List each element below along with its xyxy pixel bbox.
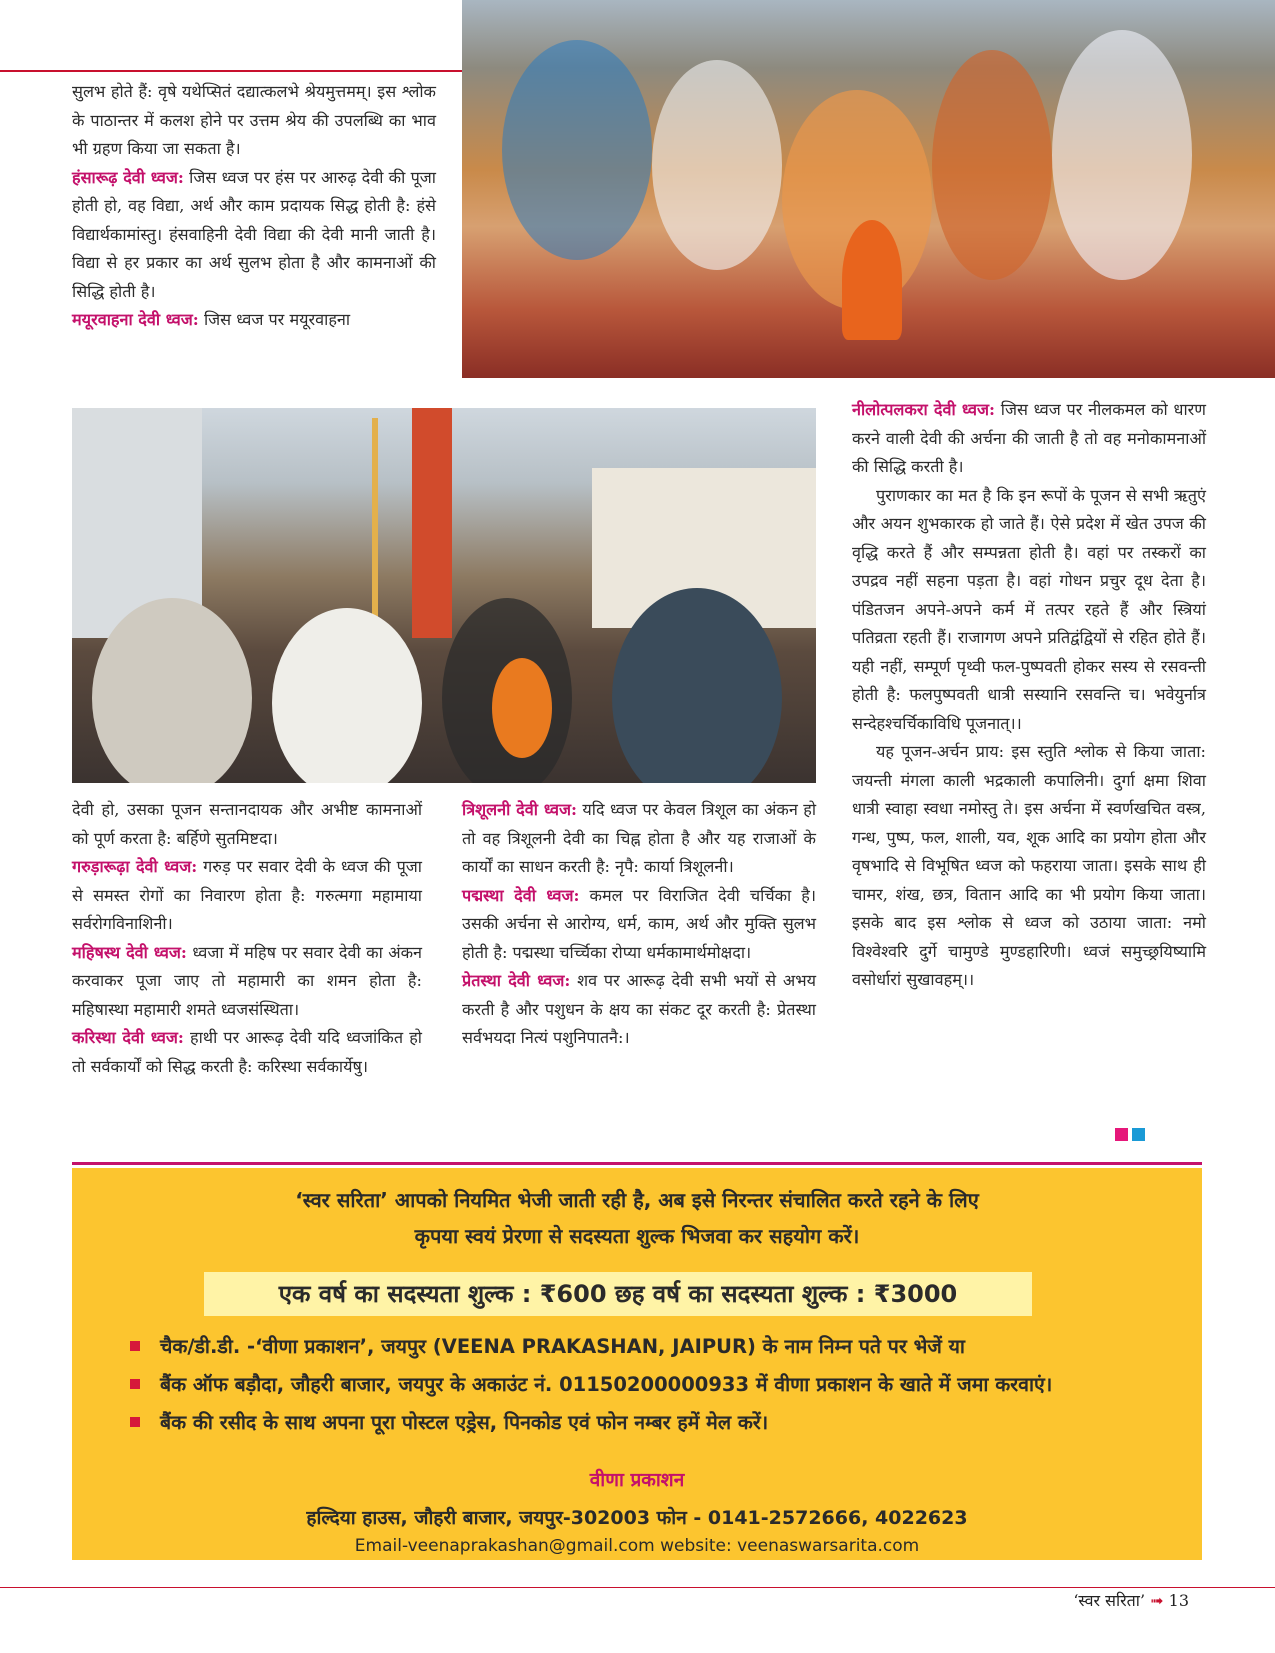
subscription-top-rule [72, 1162, 1202, 1165]
paragraph-text: यदि ध्वज पर केवल त्रिशूल का अंकन हो तो वह त्रिशूलनी देवी का चिह्न होता है और यह राजाओं के कार्यों का साधन करती है: नृपै: कार्या त्रिशूलनी। [462, 800, 817, 876]
paragraph [72, 853, 422, 939]
page-number: 13 [1168, 1591, 1189, 1610]
paragraph [462, 967, 816, 1053]
paragraph-text: शव पर आरूढ़ देवी सभी भयों से अभय करती है और पशुधन के क्षय का संकट दूर करती है: प्रेतस्था सर्वभयदा नित्यं पशुनिपातनै:। [462, 971, 816, 1047]
paragraph: सुलभ होते हैं: वृषे यथेप्सितं दद्यात्कलभे श्रेयमुत्तमम्। इस श्लोक के पाठान्तर में कलश होने पर उत्तम श्रेय की उपलब्धि का भाव भी ग्रहण किया जा सकता है। [72, 82, 436, 158]
section-heading: हंसारूढ़ देवी ध्वज: [72, 167, 184, 187]
paragraph-text: गरुड़ पर सवार देवी के ध्वज की पूजा से समस्त रोगों का निवारण होता है: गरुत्मगा महामाया सर्वरोगविनाशिनी। [72, 857, 423, 933]
section-heading: करिस्था देवी ध्वज: [72, 1028, 184, 1047]
column-2-bottom-text [462, 796, 816, 1053]
photo-procession-crowd [72, 408, 816, 783]
publisher-name: वीणा प्रकाशन [589, 1469, 685, 1491]
subscription-box [72, 1168, 1202, 1560]
paragraph [852, 396, 1206, 482]
section-heading: त्रिशूलनी देवी ध्वज: [462, 800, 577, 819]
arrow-icon: ➟ [1150, 1591, 1164, 1610]
section-heading: गरुड़ारूढ़ा देवी ध्वज: [72, 857, 198, 876]
section-heading: प्रेतस्था देवी ध्वज: [462, 971, 571, 990]
bullet-square-icon [130, 1379, 140, 1389]
paragraph [462, 796, 816, 882]
section-heading: मयूरवाहना देवी ध्वज: [72, 310, 199, 329]
paragraph-text: ध्वजा में महिष पर सवार देवी का अंकन करवाकर पूजा जाए तो महामारी का शमन होता है: महिषास्था महामारी शमते ध्वजसंस्थिता। [72, 942, 422, 1019]
end-mark-blue [1132, 1128, 1145, 1141]
section-heading: नीलोत्पलकरा देवी ध्वज: [852, 400, 996, 419]
column-1-top-text [72, 78, 436, 335]
bullet-text: चैक/डी.डी. -‘वीणा प्रकाशन’, जयपुर (VEENA PRAKASHAN, JAIPUR) के नाम निम्न पते पर भेजें या [160, 1335, 965, 1358]
end-mark-pink [1115, 1128, 1128, 1141]
bullet-text: बैंक की रसीद के साथ अपना पूरा पोस्टल एड्रेस, पिनकोड एवं फोन नम्बर हमें मेल करें। [160, 1411, 769, 1434]
paragraph [72, 1024, 422, 1081]
bullet-square-icon [130, 1417, 140, 1427]
bullet-square-icon [130, 1341, 140, 1351]
paragraph: यह पूजन-अर्चन प्राय: इस स्तुति श्लोक से किया जाता: जयन्ती मंगला काली भद्रकाली कपालिनी। दुर्गा क्षमा शिवा धात्री स्वाहा स्वधा नमोस्तु ते। इस अर्चना में स्वर्णखचित वस्त्र, गन्ध, पुष्प, फल, शाली, यव, शूक आदि का प्रयोग होता और वृषभादि से विभूषित ध्वज को फहराया जाता। इसके साथ ही चामर, शंख, छत्र, वितान आदि का भी प्रयोग किया जाता। इसके बाद इस श्लोक से ध्वज को उठाया जाता: नमो विश्वेश्वरि दुर्गे चामुण्डे मुण्डहारिणी। ध्वजं समुच्छ्रयिष्यामि वसोर्धारां सुखावहम्।। [852, 742, 1206, 989]
subscription-bullet [130, 1332, 965, 1359]
paragraph-text: जिस ध्वज पर हंस पर आरुढ़ देवी की पूजा होती हो, वह विद्या, अर्थ और काम प्रदायक सिद्ध होती है: हंसे विद्यार्थकामांस्तु। हंसवाहिनी देवी विद्या की देवी मानी जाती है। विद्या से हर प्रकार का अर्थ सुलभ होता है और कामनाओं की सिद्धि होती है। [72, 167, 436, 301]
paragraph [72, 306, 436, 335]
section-heading: महिषस्थ देवी ध्वज: [72, 942, 187, 962]
paragraph [462, 882, 816, 968]
paragraph-text: जिस ध्वज पर नीलकमल को धारण करने वाली देवी की अर्चना की जाती है तो वह मनोकामनाओं की सिद्धि करती है। [852, 400, 1206, 476]
publisher-address: हल्दिया हाउस, जौहरी बाजार, जयपुर-302003 फोन - 0141-2572666, 4022623 [306, 1507, 968, 1529]
magazine-name: ‘स्वर सरिता’ [1073, 1591, 1146, 1610]
section-heading: पद्मस्था देवी ध्वज: [462, 885, 580, 905]
paragraph [72, 164, 436, 307]
page-footer [1073, 1587, 1189, 1615]
bullet-text: बैंक ऑफ बड़ौदा, जौहरी बाजार, जयपुर के अकाउंट नं. 01150200000933 में वीणा प्रकाशन के खाते में जमा करवाएं। [160, 1373, 1053, 1396]
paragraph-text: जिस ध्वज पर मयूरवाहना [198, 310, 351, 329]
subscription-bullet [130, 1408, 768, 1435]
subscription-fee: एक वर्ष का सदस्यता शुल्क : ₹600 छह वर्ष का सदस्यता शुल्क : ₹3000 [204, 1272, 1032, 1316]
paragraph [72, 939, 422, 1025]
column-1-bottom-text [72, 796, 422, 1081]
paragraph: देवी हो, उसका पूजन सन्तानदायक और अभीष्ट कामनाओं को पूर्ण करता है: बर्हिणे सुतमिष्टदा। [72, 800, 422, 848]
subscription-bullet [130, 1370, 1052, 1397]
photo-puja-ceremony [462, 0, 1275, 378]
subscription-line-2: कृपया स्वयं प्रेरणा से सदस्यता शुल्क भिजवा कर सहयोग करें। [414, 1224, 860, 1248]
subscription-line-1: ‘स्वर सरिता’ आपको नियमित भेजी जाती रही है, अब इसे निरन्तर संचालित करते रहने के लिए [295, 1188, 979, 1212]
column-3-text [852, 396, 1206, 995]
publisher-contact[interactable]: Email-veenaprakashan@gmail.com website: veenaswarsarita.com [354, 1536, 920, 1556]
paragraph-text: हाथी पर आरूढ़ देवी यदि ध्वजांकित हो तो सर्वकार्यों को सिद्ध करती है: करिस्था सर्वकार्येषु। [72, 1028, 423, 1076]
paragraph-text: कमल पर विराजित देवी चर्चिका है। उसकी अर्चना से आरोग्य, धर्म, काम, अर्थ और मुक्ति सुलभ होती है: पद्मस्था चर्च्चिका रोप्या धर्मकामार्थमोक्षदा। [462, 885, 816, 962]
paragraph: पुराणकार का मत है कि इन रूपों के पूजन से सभी ऋतुएं और अयन शुभकारक हो जाते हैं। ऐसे प्रदेश में खेत उपज की वृद्धि करते हैं और सम्पन्नता होती है। वहां पर तस्करों का उपद्रव नहीं सहना पड़ता है। वहां गोधन प्रचुर दूध देता है। पंडितजन अपने-अपने कर्म में तत्पर रहते हैं और स्त्रियां पतिव्रता रहती हैं। राजागण अपने प्रतिद्वंद्वियों से रहित होते हैं। यही नहीं, सम्पूर्ण पृथ्वी फल-पुष्पवती होकर सस्य से रसवन्ती होती है: फलपुष्पवती धात्री सस्यानि रसवन्ति च। भवेयुर्नात्र सन्देहश्चर्चिकाविधि पूजनात्।। [852, 485, 1206, 733]
top-red-rule [0, 70, 462, 72]
